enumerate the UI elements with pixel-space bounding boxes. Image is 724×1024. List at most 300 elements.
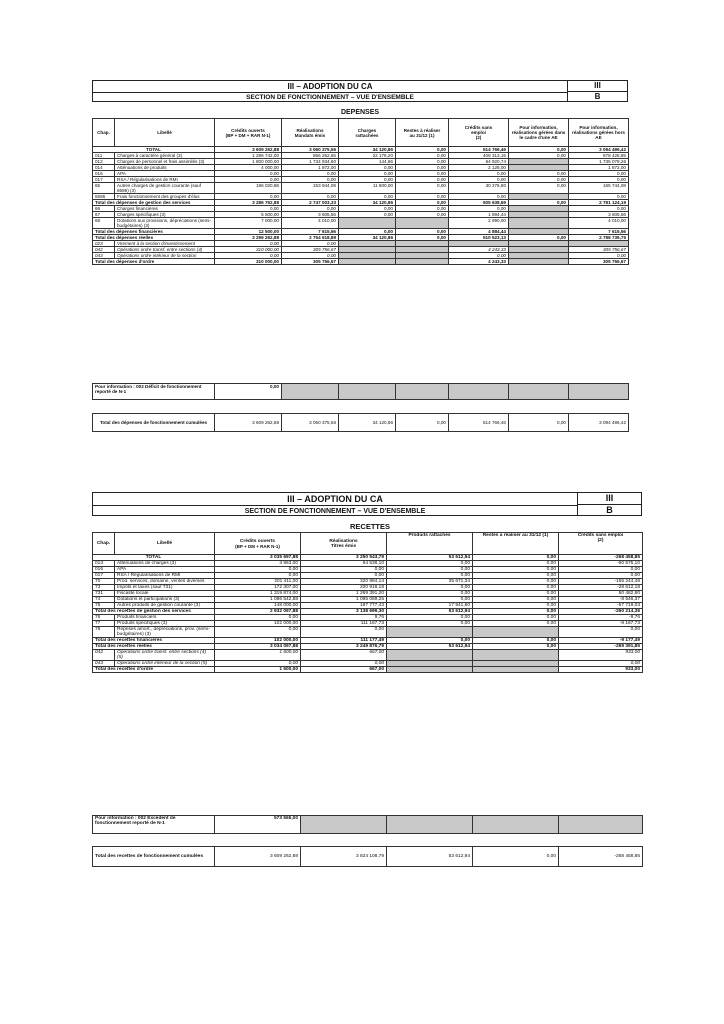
rec-value-cell: 0,00	[473, 603, 559, 609]
rec-value-cell: 667,00	[301, 667, 387, 673]
dep-value-cell: 153 944,08	[282, 183, 339, 194]
dep-total-label: Total des dépenses réelles	[93, 235, 215, 241]
rec-value-cell: 0,00	[473, 638, 559, 644]
rec-value-cell: 111 167,73	[301, 621, 387, 627]
rec-value-cell: 0,00	[387, 585, 473, 591]
rec-value-cell: 64 538,10	[301, 561, 387, 567]
rec-h-chap: Chap.	[93, 533, 115, 555]
recettes-title: III – ADOPTION DU CA	[287, 494, 383, 504]
dep-value-cell: 3 609 262,88	[215, 147, 282, 153]
recettes-info-002-table	[92, 815, 643, 834]
rec-value-cell: 0,00	[301, 567, 387, 573]
dep-row-label: Charges à caractère général (3)	[115, 153, 215, 159]
dep-value-cell: 0,00	[215, 241, 282, 247]
dep-value-cell: 34 120,86	[339, 147, 396, 153]
dep-value-cell: 0,00	[339, 194, 396, 200]
dep-chap-code: 6586	[93, 194, 115, 200]
dep-h-chap: Chap.	[93, 119, 115, 147]
dep-value-cell: 2 990,00	[449, 218, 509, 229]
dep-row-label: APA	[115, 171, 215, 177]
dep-value-cell: 22 176,20	[339, 153, 396, 159]
recettes-grand-total-row	[93, 847, 643, 867]
rec-chap-code: 74	[93, 597, 115, 603]
dep-row-label: Charges de personnel et frais assimilés (3)	[115, 159, 215, 165]
dep-row-label: Opérations ordre transf. entre sections (4)	[115, 247, 215, 253]
dep-value-cell: 2 754 618,89	[282, 235, 339, 241]
recettes-section-label: RECETTES	[349, 522, 390, 531]
dep-value-cell: 3 060 375,56	[282, 147, 339, 153]
dep-value-cell: 3 605,56	[282, 212, 339, 218]
dep-value-cell: 2 128,00	[449, 165, 509, 171]
rec-value-cell: 0,00	[473, 644, 559, 650]
dep-value-cell: 1 894,44	[449, 212, 509, 218]
rec-value-cell: 17 941,60	[387, 603, 473, 609]
rec-value-cell: 0,00	[387, 573, 473, 579]
dep-gt-v0: 3 609 262,88	[215, 414, 282, 432]
dep-value-cell: 1 872,00	[282, 165, 339, 171]
rec-value-cell: 933,00	[559, 667, 643, 673]
dep-gt-v1: 3 060 375,56	[282, 414, 339, 432]
rec-value-cell: -269 391,85	[559, 644, 643, 650]
dep-value-cell: 7 615,56	[569, 229, 629, 235]
dep-chap-code: 012	[93, 159, 115, 165]
dep-total-label: TOTAL	[93, 147, 215, 153]
dep-value-cell: 2 747 003,33	[282, 200, 339, 206]
rec-value-cell	[473, 627, 559, 638]
dep-chap-code: 65	[93, 183, 115, 194]
dep-value-cell: 0,00	[396, 194, 449, 200]
recettes-table	[92, 532, 643, 673]
dep-value-cell: 0,00	[509, 147, 569, 153]
dep-gt-v4: 514 766,46	[449, 414, 509, 432]
depenses-roman: III	[594, 81, 601, 90]
recettes-info-002-label: Pour information : 002 Excédent de fonctionnement reporté de N-1	[93, 816, 215, 834]
rec-value-cell: 200 919,18	[301, 585, 387, 591]
dep-value-cell: 0,00	[339, 177, 396, 183]
rec-value-cell: -8 546,37	[559, 597, 643, 603]
rec-value-cell: 0,00	[559, 567, 643, 573]
dep-value-cell: 11 800,00	[339, 183, 396, 194]
rec-value-cell: 0,00	[473, 609, 559, 615]
dep-gt-v6: 3 094 496,42	[569, 414, 629, 432]
rec-value-cell: 0,00	[473, 573, 559, 579]
rec-row-label: APA	[115, 567, 215, 573]
dep-chap-code: 014	[93, 165, 115, 171]
dep-row-label: Charges spécifiques (3)	[115, 212, 215, 218]
dep-value-cell: 0,00	[396, 171, 449, 177]
rec-value-cell: 0,00	[301, 627, 387, 638]
dep-chap-code: 016	[93, 171, 115, 177]
rec-value-cell: 1 086 542,88	[215, 597, 301, 603]
dep-value-cell: 12 500,00	[215, 229, 282, 235]
rec-total-label: Total des recettes financières	[93, 638, 215, 644]
rec-value-cell: 0,00	[473, 585, 559, 591]
table-row	[93, 183, 629, 194]
dep-value-cell: 310 000,00	[215, 259, 282, 265]
dep-value-cell: 0,00	[509, 177, 569, 183]
rec-value-cell	[473, 650, 559, 661]
rec-chap-code: 016	[93, 567, 115, 573]
rec-value-cell: -60 575,10	[559, 561, 643, 567]
rec-chap-code: 017	[93, 573, 115, 579]
dep-value-cell: 0,00	[569, 253, 629, 259]
rec-value-cell: 0,00	[387, 561, 473, 567]
rec-chap-code: 042	[93, 650, 115, 661]
dep-value-cell: 408 313,15	[449, 153, 509, 159]
rec-value-cell: 102 000,00	[215, 621, 301, 627]
dep-value-cell: 0,00	[215, 253, 282, 259]
rec-row-label: Opérations ordre intérieur de la section (5)	[115, 661, 215, 667]
dep-value-cell: 0,00	[449, 206, 509, 212]
dep-value-cell: 514 766,46	[449, 147, 509, 153]
dep-gt-v5: 0,00	[509, 414, 569, 432]
dep-value-cell: 0,00	[569, 177, 629, 183]
dep-value-cell: 2 788 739,75	[569, 235, 629, 241]
dep-value-cell: 0,00	[215, 206, 282, 212]
dep-value-cell: 3 286 762,88	[215, 200, 282, 206]
dep-value-cell	[339, 259, 396, 265]
depenses-info-002-value: 0,00	[215, 384, 282, 400]
rec-value-cell: 0,00	[387, 638, 473, 644]
rec-value-cell: -57 719,03	[559, 603, 643, 609]
dep-row-label: Dotations aux provisions, dépréciations (semi-budgétaires) (3)	[115, 218, 215, 229]
dep-value-cell: 1 735 079,26	[569, 159, 629, 165]
dep-chap-code: 68	[93, 218, 115, 229]
dep-value-cell: 3 605,56	[569, 212, 629, 218]
dep-value-cell: 34 120,86	[339, 200, 396, 206]
dep-value-cell: 0,00	[396, 212, 449, 218]
dep-h-credits: Crédits ouverts (BP + DM + RAR N-1)	[215, 119, 282, 147]
dep-value-cell: 310 000,00	[215, 247, 282, 253]
rec-value-cell: 0,00	[215, 661, 301, 667]
dep-value-cell: 0,00	[396, 147, 449, 153]
total-row	[93, 259, 629, 265]
rec-value-cell: 1 600,00	[215, 650, 301, 661]
dep-value-cell: 3 299 262,88	[215, 235, 282, 241]
rec-value-cell: 933,00	[559, 650, 643, 661]
rec-chap-code: 73	[93, 585, 115, 591]
rec-value-cell: 0,00	[301, 661, 387, 667]
depenses-grand-total-row	[93, 414, 629, 432]
depenses-letter: B	[568, 91, 627, 102]
rec-value-cell: 0,00	[559, 627, 643, 638]
rec-value-cell: -260 214,36	[559, 609, 643, 615]
dep-value-cell: 165 744,08	[569, 183, 629, 194]
dep-total-label: Total des dépenses d'ordre	[93, 259, 215, 265]
dep-chap-code: 023	[93, 241, 115, 247]
dep-value-cell: 0,00	[282, 177, 339, 183]
dep-value-cell: 196 020,88	[215, 183, 282, 194]
depenses-title: III – ADOPTION DU CA	[287, 82, 373, 91]
depenses-grand-total-label: Total des dépenses de fonctionnement cumulées	[93, 414, 215, 432]
rec-gt-v1: 3 824 108,79	[301, 847, 387, 867]
rec-row-label: Fiscalité locale	[115, 591, 215, 597]
table-row	[93, 218, 629, 229]
rec-h-credits: Crédits ouverts (BP + DM + RAR N-1)	[215, 533, 301, 555]
dep-value-cell: 856 252,65	[282, 153, 339, 159]
rec-chap-code: 013	[93, 561, 115, 567]
rec-value-cell: 0,00	[387, 597, 473, 603]
rec-value-cell: 187 777,43	[301, 603, 387, 609]
rec-value-cell	[473, 667, 559, 673]
dep-value-cell: 0,00	[569, 194, 629, 200]
rec-row-label: Impôts et taxes (sauf 731)	[115, 585, 215, 591]
dep-value-cell: 7 000,00	[215, 218, 282, 229]
recettes-roman: III	[605, 493, 614, 503]
dep-value-cell: 4 243,33	[449, 247, 509, 253]
dep-value-cell: 1 872,00	[569, 165, 629, 171]
rec-total-label: Total des recettes d'ordre	[93, 667, 215, 673]
dep-gt-v2: 34 120,86	[339, 414, 396, 432]
rec-value-cell: 9,76	[301, 615, 387, 621]
dep-value-cell: 0,00	[449, 177, 509, 183]
dep-gt-v3: 0,00	[396, 414, 449, 432]
dep-value-cell: 1 734 934,60	[282, 159, 339, 165]
dep-value-cell: 0,00	[215, 177, 282, 183]
rec-value-cell: 3 035 697,88	[215, 555, 301, 561]
depenses-info-002-table	[92, 383, 629, 400]
rec-value-cell	[387, 667, 473, 673]
rec-value-cell: 3 250 543,79	[301, 555, 387, 561]
dep-value-cell: 4 243,33	[449, 259, 509, 265]
dep-value-cell: 505 638,69	[449, 200, 509, 206]
dep-value-cell: 0,00	[509, 171, 569, 177]
rec-value-cell: 172 307,00	[215, 585, 301, 591]
table-row	[93, 650, 643, 661]
dep-value-cell: 305 756,67	[569, 259, 629, 265]
dep-value-cell: 0,00	[396, 183, 449, 194]
dep-value-cell: 0,00	[396, 235, 449, 241]
rec-value-cell: -155 244,48	[559, 579, 643, 585]
recettes-title-box	[92, 492, 642, 516]
depenses-info-002-label: Pour information : 002 Déficit de fonctionnement reporté de N-1	[93, 384, 215, 400]
dep-value-cell: 0,00	[569, 171, 629, 177]
dep-chap-code: 043	[93, 253, 115, 259]
dep-h-restes: Restes à réaliser au 31/12 (1)	[396, 119, 449, 147]
rec-chap-code: 70	[93, 579, 115, 585]
dep-row-label: RSA / Régularisations de RMI	[115, 177, 215, 183]
dep-value-cell: 510 523,13	[449, 235, 509, 241]
rec-value-cell: 0,00	[215, 573, 301, 579]
rec-value-cell: 0,00	[473, 615, 559, 621]
rec-chap-code: 76	[93, 615, 115, 621]
dep-value-cell: 1 800 000,00	[215, 159, 282, 165]
table-row	[93, 627, 643, 638]
recettes-grand-total-label: Total des recettes de fonctionnement cumulées	[93, 847, 215, 867]
dep-value-cell: 34 120,86	[339, 235, 396, 241]
rec-value-cell: 0,00	[473, 591, 559, 597]
dep-value-cell: 0,00	[509, 235, 569, 241]
dep-value-cell: 0,00	[339, 165, 396, 171]
rec-chap-code: 043	[93, 661, 115, 667]
rec-value-cell: -9 177,49	[559, 638, 643, 644]
dep-value-cell: 0,00	[449, 253, 509, 259]
depenses-table	[92, 118, 629, 265]
dep-chap-code: 66	[93, 206, 115, 212]
rec-value-cell: 148 000,00	[215, 603, 301, 609]
dep-value-cell: 0,00	[396, 229, 449, 235]
rec-value-cell: 3 138 699,30	[301, 609, 387, 615]
rec-h-credits-sans: Crédits sans emploi (2)	[559, 533, 643, 555]
rec-h-libelle: Libellé	[115, 533, 215, 555]
dep-chap-code: 011	[93, 153, 115, 159]
dep-row-label: Atténuations de produits	[115, 165, 215, 171]
rec-value-cell: 0,00	[559, 661, 643, 667]
dep-row-label: Charges financières	[115, 206, 215, 212]
dep-value-cell: 0,00	[215, 194, 282, 200]
rec-chap-code: 731	[93, 591, 115, 597]
dep-row-label: Virement à la section d'investissement	[115, 241, 215, 247]
rec-value-cell: 53 612,94	[387, 609, 473, 615]
dep-value-cell: 0,00	[396, 159, 449, 165]
dep-value-cell: 3 094 496,42	[569, 147, 629, 153]
rec-h-realisations: Réalisations Titres émis	[301, 533, 387, 555]
rec-value-cell: 3 963,00	[215, 561, 301, 567]
dep-row-label: Autres charges de gestion courante (sauf 6586) (3)	[115, 183, 215, 194]
rec-h-produits: Produits rattachés	[387, 533, 473, 555]
dep-value-cell: 0,00	[509, 200, 569, 206]
rec-total-label: TOTAL	[93, 555, 215, 561]
rec-row-label: Reprises amort., dépréciations, prov. (semi-budgétaires) (3)	[115, 627, 215, 638]
rec-value-cell: 1 269 391,20	[301, 591, 387, 597]
dep-value-cell: 305 756,67	[569, 247, 629, 253]
rec-gt-v2: 53 612,94	[387, 847, 473, 867]
rec-h-restes: Restes à réaliser au 31/12 (1)	[473, 533, 559, 555]
rec-value-cell: 0,00	[387, 567, 473, 573]
dep-value-cell: 305 756,67	[282, 247, 339, 253]
rec-row-label: Opérations ordre transf. entre sections (4) (5)	[115, 650, 215, 661]
dep-h-libelle: Libellé	[115, 119, 215, 147]
dep-value-cell: 0,00	[396, 153, 449, 159]
rec-value-cell: 102 000,00	[215, 638, 301, 644]
dep-h-info-hors: Pour information, réalisations gérées hors AE	[569, 119, 629, 147]
dep-value-cell: 0,00	[569, 206, 629, 212]
rec-row-label: Atténuations de charges (3)	[115, 561, 215, 567]
rec-value-cell: 50 482,80	[559, 591, 643, 597]
dep-chap-code: 67	[93, 212, 115, 218]
depenses-grand-total-table	[92, 413, 629, 432]
dep-value-cell: 0,00	[396, 165, 449, 171]
dep-value-cell: 0,00	[449, 171, 509, 177]
rec-value-cell: 0,00	[387, 621, 473, 627]
dep-value-cell: 0,00	[339, 206, 396, 212]
rec-value-cell: 0,00	[473, 555, 559, 561]
dep-value-cell	[339, 218, 396, 229]
rec-value-cell: -9 167,73	[559, 621, 643, 627]
recettes-letter: B	[578, 504, 641, 516]
dep-value-cell: 4 010,00	[282, 218, 339, 229]
recettes-subtitle: SECTION DE FONCTIONNEMENT – VUE D'ENSEMBLE	[93, 505, 577, 518]
rec-value-cell: 2 932 097,88	[215, 609, 301, 615]
recettes-roman-box	[577, 493, 641, 515]
dep-value-cell: 30 276,80	[449, 183, 509, 194]
rec-value-cell: 0,00	[301, 573, 387, 579]
rec-gt-v3: 0,00	[473, 847, 559, 867]
dep-chap-code: 017	[93, 177, 115, 183]
depenses-title-box	[92, 80, 628, 102]
dep-h-charges: Charges rattachées	[339, 119, 396, 147]
dep-value-cell: 0,00	[339, 212, 396, 218]
dep-row-label: Opérations ordre intérieur de la section	[115, 253, 215, 259]
dep-value-cell: 0,00	[282, 241, 339, 247]
depenses-roman-box	[567, 81, 627, 101]
depenses-subtitle: SECTION DE FONCTIONNEMENT – VUE D'ENSEMBLE	[93, 92, 567, 104]
rec-value-cell: 111 177,49	[301, 638, 387, 644]
rec-row-label: Dotations et participations (3)	[115, 597, 215, 603]
recettes-info-002-value: 573 565,00	[215, 816, 301, 834]
rec-value-cell: 1 600,00	[215, 667, 301, 673]
dep-value-cell: 305 756,67	[282, 259, 339, 265]
dep-value-cell: 0,00	[282, 253, 339, 259]
rec-value-cell: 0,00	[215, 615, 301, 621]
rec-value-cell: 1 319 874,00	[215, 591, 301, 597]
dep-value-cell: 0,00	[339, 229, 396, 235]
dep-value-cell: 7 615,56	[282, 229, 339, 235]
dep-value-cell: 4 010,00	[569, 218, 629, 229]
rec-value-cell: -9,76	[559, 615, 643, 621]
rec-value-cell	[387, 650, 473, 661]
dep-h-info-ae: Pour information, réalisations gérées dans le cadre d'une AE	[509, 119, 569, 147]
dep-total-label: Total des dépenses financières	[93, 229, 215, 235]
rec-value-cell: 53 612,94	[387, 644, 473, 650]
dep-value-cell	[396, 259, 449, 265]
dep-value-cell: 878 428,85	[569, 153, 629, 159]
dep-value-cell: 0,00	[282, 206, 339, 212]
dep-value-cell: 0,00	[215, 171, 282, 177]
rec-value-cell: 3 249 876,79	[301, 644, 387, 650]
dep-h-realisations: Réalisations Mandats émis	[282, 119, 339, 147]
dep-chap-code: 042	[93, 247, 115, 253]
rec-value-cell: 0,00	[215, 567, 301, 573]
rec-value-cell: -28 612,18	[559, 585, 643, 591]
dep-value-cell: 0,00	[396, 200, 449, 206]
rec-row-label: Produits spécifiques (3)	[115, 621, 215, 627]
dep-value-cell: 64 920,74	[449, 159, 509, 165]
rec-value-cell: 1 095 089,25	[301, 597, 387, 603]
rec-value-cell: 0,00	[387, 615, 473, 621]
rec-gt-v4: -268 458,85	[559, 847, 643, 867]
dep-value-cell: 0,00	[449, 194, 509, 200]
rec-value-cell: 0,00	[215, 627, 301, 638]
dep-value-cell: 0,00	[509, 183, 569, 194]
rec-total-label: Total des recettes de gestion des services	[93, 609, 215, 615]
dep-value-cell: 144,66	[339, 159, 396, 165]
rec-row-label: Produits financiers	[115, 615, 215, 621]
rec-value-cell: -268 458,85	[559, 555, 643, 561]
depenses-section-label: DEPENSES	[340, 109, 380, 116]
rec-total-label: Total des recettes réelles	[93, 644, 215, 650]
dep-value-cell: 0,00	[396, 177, 449, 183]
rec-value-cell: 0,00	[473, 579, 559, 585]
dep-row-label: Frais fonctionnement des groupes d'élus	[115, 194, 215, 200]
rec-chap-code: 75	[93, 603, 115, 609]
recettes-grand-total-table	[92, 846, 643, 867]
dep-value-cell: 0,00	[509, 153, 569, 159]
rec-chap-code: 78	[93, 627, 115, 638]
rec-value-cell: 0,00	[473, 597, 559, 603]
dep-value-cell: 5 500,00	[215, 212, 282, 218]
dep-value-cell: 0,00	[339, 171, 396, 177]
rec-value-cell: 0,00	[473, 567, 559, 573]
rec-value-cell: 667,00	[301, 650, 387, 661]
dep-value-cell: 0,00	[282, 171, 339, 177]
rec-value-cell: 0,00	[473, 621, 559, 627]
rec-row-label: RSA / Régularisations de RMI	[115, 573, 215, 579]
dep-value-cell	[396, 218, 449, 229]
dep-value-cell: 0,00	[282, 194, 339, 200]
rec-value-cell: 0,00	[387, 591, 473, 597]
rec-row-label: Autres produits de gestion courante (3)	[115, 603, 215, 609]
